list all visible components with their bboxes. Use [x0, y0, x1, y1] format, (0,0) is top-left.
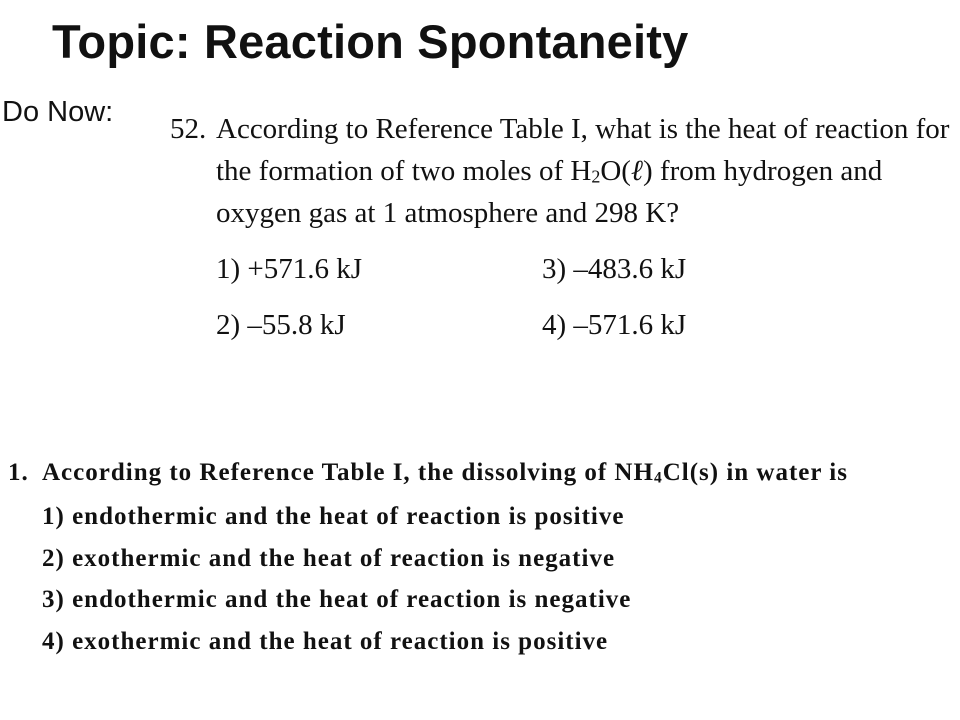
- question-52-text-end: ) from hydrogen and oxygen gas at 1 atmosphere and 298 K?: [216, 155, 883, 229]
- answer-choice: 4) exothermic and the heat of reaction is positive: [42, 627, 609, 655]
- question-1-subscript: 4: [653, 469, 663, 487]
- question-52-subscript: 2: [591, 166, 601, 187]
- question-1-stem: [8, 458, 948, 488]
- question-52-choices: [216, 248, 950, 346]
- answer-choice: 3) –483.6 kJ: [542, 253, 687, 285]
- answer-choice: 1) +571.6 kJ: [216, 253, 363, 285]
- liquid-symbol: ℓ: [630, 155, 644, 187]
- answer-choice: 2) –55.8 kJ: [216, 309, 346, 341]
- answer-choice: 4) –571.6 kJ: [542, 309, 687, 341]
- answer-choice: 3) endothermic and the heat of reaction is negative: [42, 586, 632, 613]
- question-1: [8, 458, 948, 662]
- question-52-text-mid: O(: [600, 155, 631, 187]
- question-1-number: 1.: [8, 459, 29, 486]
- question-52-stem: [170, 108, 950, 234]
- answer-choice: 2) exothermic and the heat of reaction is negative: [42, 544, 616, 572]
- question-52: [170, 108, 950, 346]
- question-1-text-end: Cl(s) in water is: [662, 459, 848, 486]
- question-52-text: According to Reference Table I, what is the heat of reaction for the formation of two moles of H: [216, 113, 950, 187]
- question-52-number: 52.: [170, 113, 207, 145]
- slide-title: Topic: Reaction Spontaneity: [52, 15, 689, 68]
- question-1-choices: [8, 496, 948, 662]
- question-1-text: According to Reference Table I, the dissolving of NH: [42, 459, 654, 486]
- do-now-label: Do Now:: [2, 96, 114, 128]
- answer-choice: 1) endothermic and the heat of reaction is positive: [42, 503, 625, 530]
